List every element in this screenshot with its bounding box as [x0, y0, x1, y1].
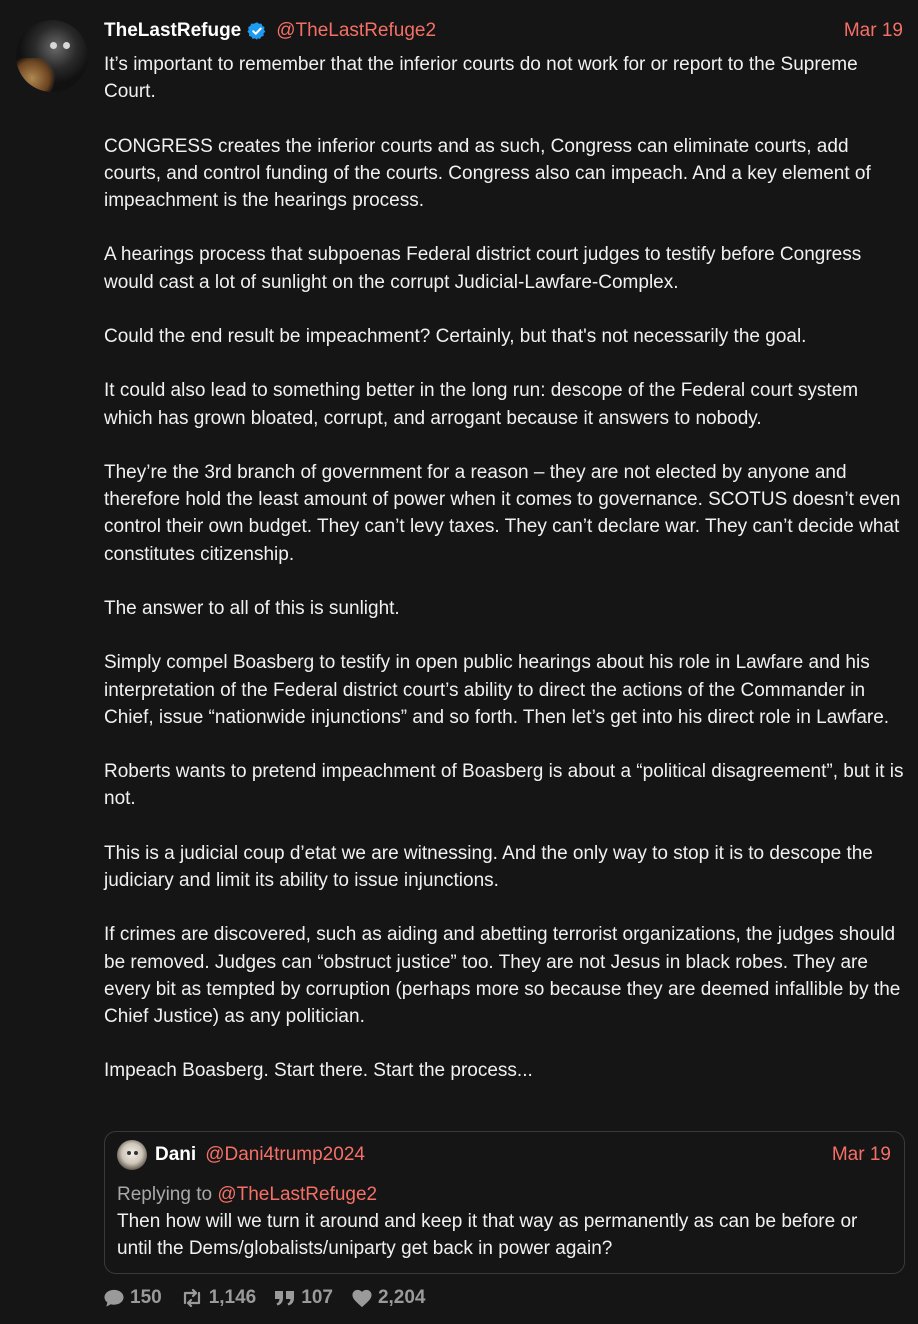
post-header: [104, 18, 903, 44]
quoted-author-name[interactable]: Dani: [155, 1144, 197, 1165]
post-paragraph: This is a judicial coup d’etat we are witnessing. And the only way to stop it is to descope the judiciary and limit its ability to issue injunctions.: [104, 842, 873, 891]
author-handle[interactable]: @TheLastRefuge2: [276, 20, 437, 41]
heart-icon: [351, 1288, 373, 1308]
post-paragraph: Impeach Boasberg. Start there. Start the process...: [104, 1060, 533, 1082]
post-paragraph: They’re the 3rd branch of government for a reason – they are not elected by anyone and therefore hold the least amount of power when it comes to governance. SCOTUS doesn’t even control their own budget. They can’t levy taxes. They can’t declare war. They can’t decide what constitutes citizenship.: [104, 461, 901, 565]
post-paragraph: Simply compel Boasberg to testify in open public hearings about his role in Lawfare and his interpretation of the Federal district court’s ability to direct the actions of the Commander in Chief, issue “nationwide injunctions” and so forth. Then let’s get into his direct role in Lawfare.: [104, 652, 890, 728]
repost-button[interactable]: [180, 1287, 257, 1309]
reply-icon: [103, 1288, 125, 1308]
author-name[interactable]: TheLastRefuge: [104, 20, 242, 41]
quoted-post-date[interactable]: Mar 19: [831, 1144, 891, 1165]
post-paragraph: The answer to all of this is sunlight.: [104, 597, 400, 619]
post-paragraph: It could also lead to something better in the long run: descope of the Federal court system which has grown bloated, corrupt, and arrogant because it answers to nobody.: [104, 380, 859, 429]
quoted-post-header: [117, 1141, 891, 1169]
like-count: 2,204: [377, 1287, 426, 1308]
post-paragraph: Could the end result be impeachment? Certainly, but that's not necessarily the goal.: [104, 325, 807, 347]
quote-button[interactable]: [274, 1287, 333, 1309]
post-paragraph: CONGRESS creates the inferior courts and as such, Congress can eliminate courts, add courts, and control funding of the courts. Congress also can impeach. And a key element of impeachment is the hearings process.: [104, 135, 871, 211]
quote-count: 107: [301, 1287, 333, 1308]
repost-count: 1,146: [208, 1287, 257, 1308]
quoted-author-avatar[interactable]: [117, 1140, 147, 1170]
quote-icon: [274, 1289, 296, 1307]
reply-button[interactable]: [103, 1287, 162, 1309]
reply-count: 150: [130, 1287, 162, 1308]
replying-to-line: [117, 1184, 377, 1206]
verified-badge-icon: [247, 21, 267, 41]
post-paragraph: If crimes are discovered, such as aiding and abetting terrorist organizations, the judges should be removed. Judges can “obstruct justice” too. They are not Jesus in black robes. They are every bit as tempted by corruption (perhaps more so because they are deemed infallible by the Chief Justice) as any politician.: [104, 924, 901, 1027]
post-body: [104, 51, 910, 1085]
repost-icon: [180, 1288, 204, 1308]
post-date[interactable]: Mar 19: [843, 20, 903, 41]
post-paragraph: Roberts wants to pretend impeachment of Boasberg is about a “political disagreement”, but it is not.: [104, 761, 904, 810]
post-paragraph: It’s important to remember that the inferior courts do not work for or report to the Supreme Court.: [104, 54, 858, 103]
like-button[interactable]: [351, 1287, 426, 1309]
engagement-bar: [103, 1285, 444, 1311]
post-paragraph: A hearings process that subpoenas Federal district court judges to testify before Congress would cast a lot of sunlight on the corrupt Judicial-Lawfare-Complex.: [104, 244, 862, 293]
replying-to-mention[interactable]: @TheLastRefuge2: [217, 1184, 378, 1205]
author-avatar[interactable]: [16, 20, 88, 92]
quoted-post[interactable]: [104, 1131, 905, 1274]
replying-to-label: Replying to: [117, 1184, 213, 1205]
quoted-post-text: Then how will we turn it around and keep it that way as permanently as can be before or until the Dems/globalists/uniparty get back in power again?: [117, 1211, 858, 1260]
quoted-author-handle[interactable]: @Dani4trump2024: [205, 1144, 365, 1165]
